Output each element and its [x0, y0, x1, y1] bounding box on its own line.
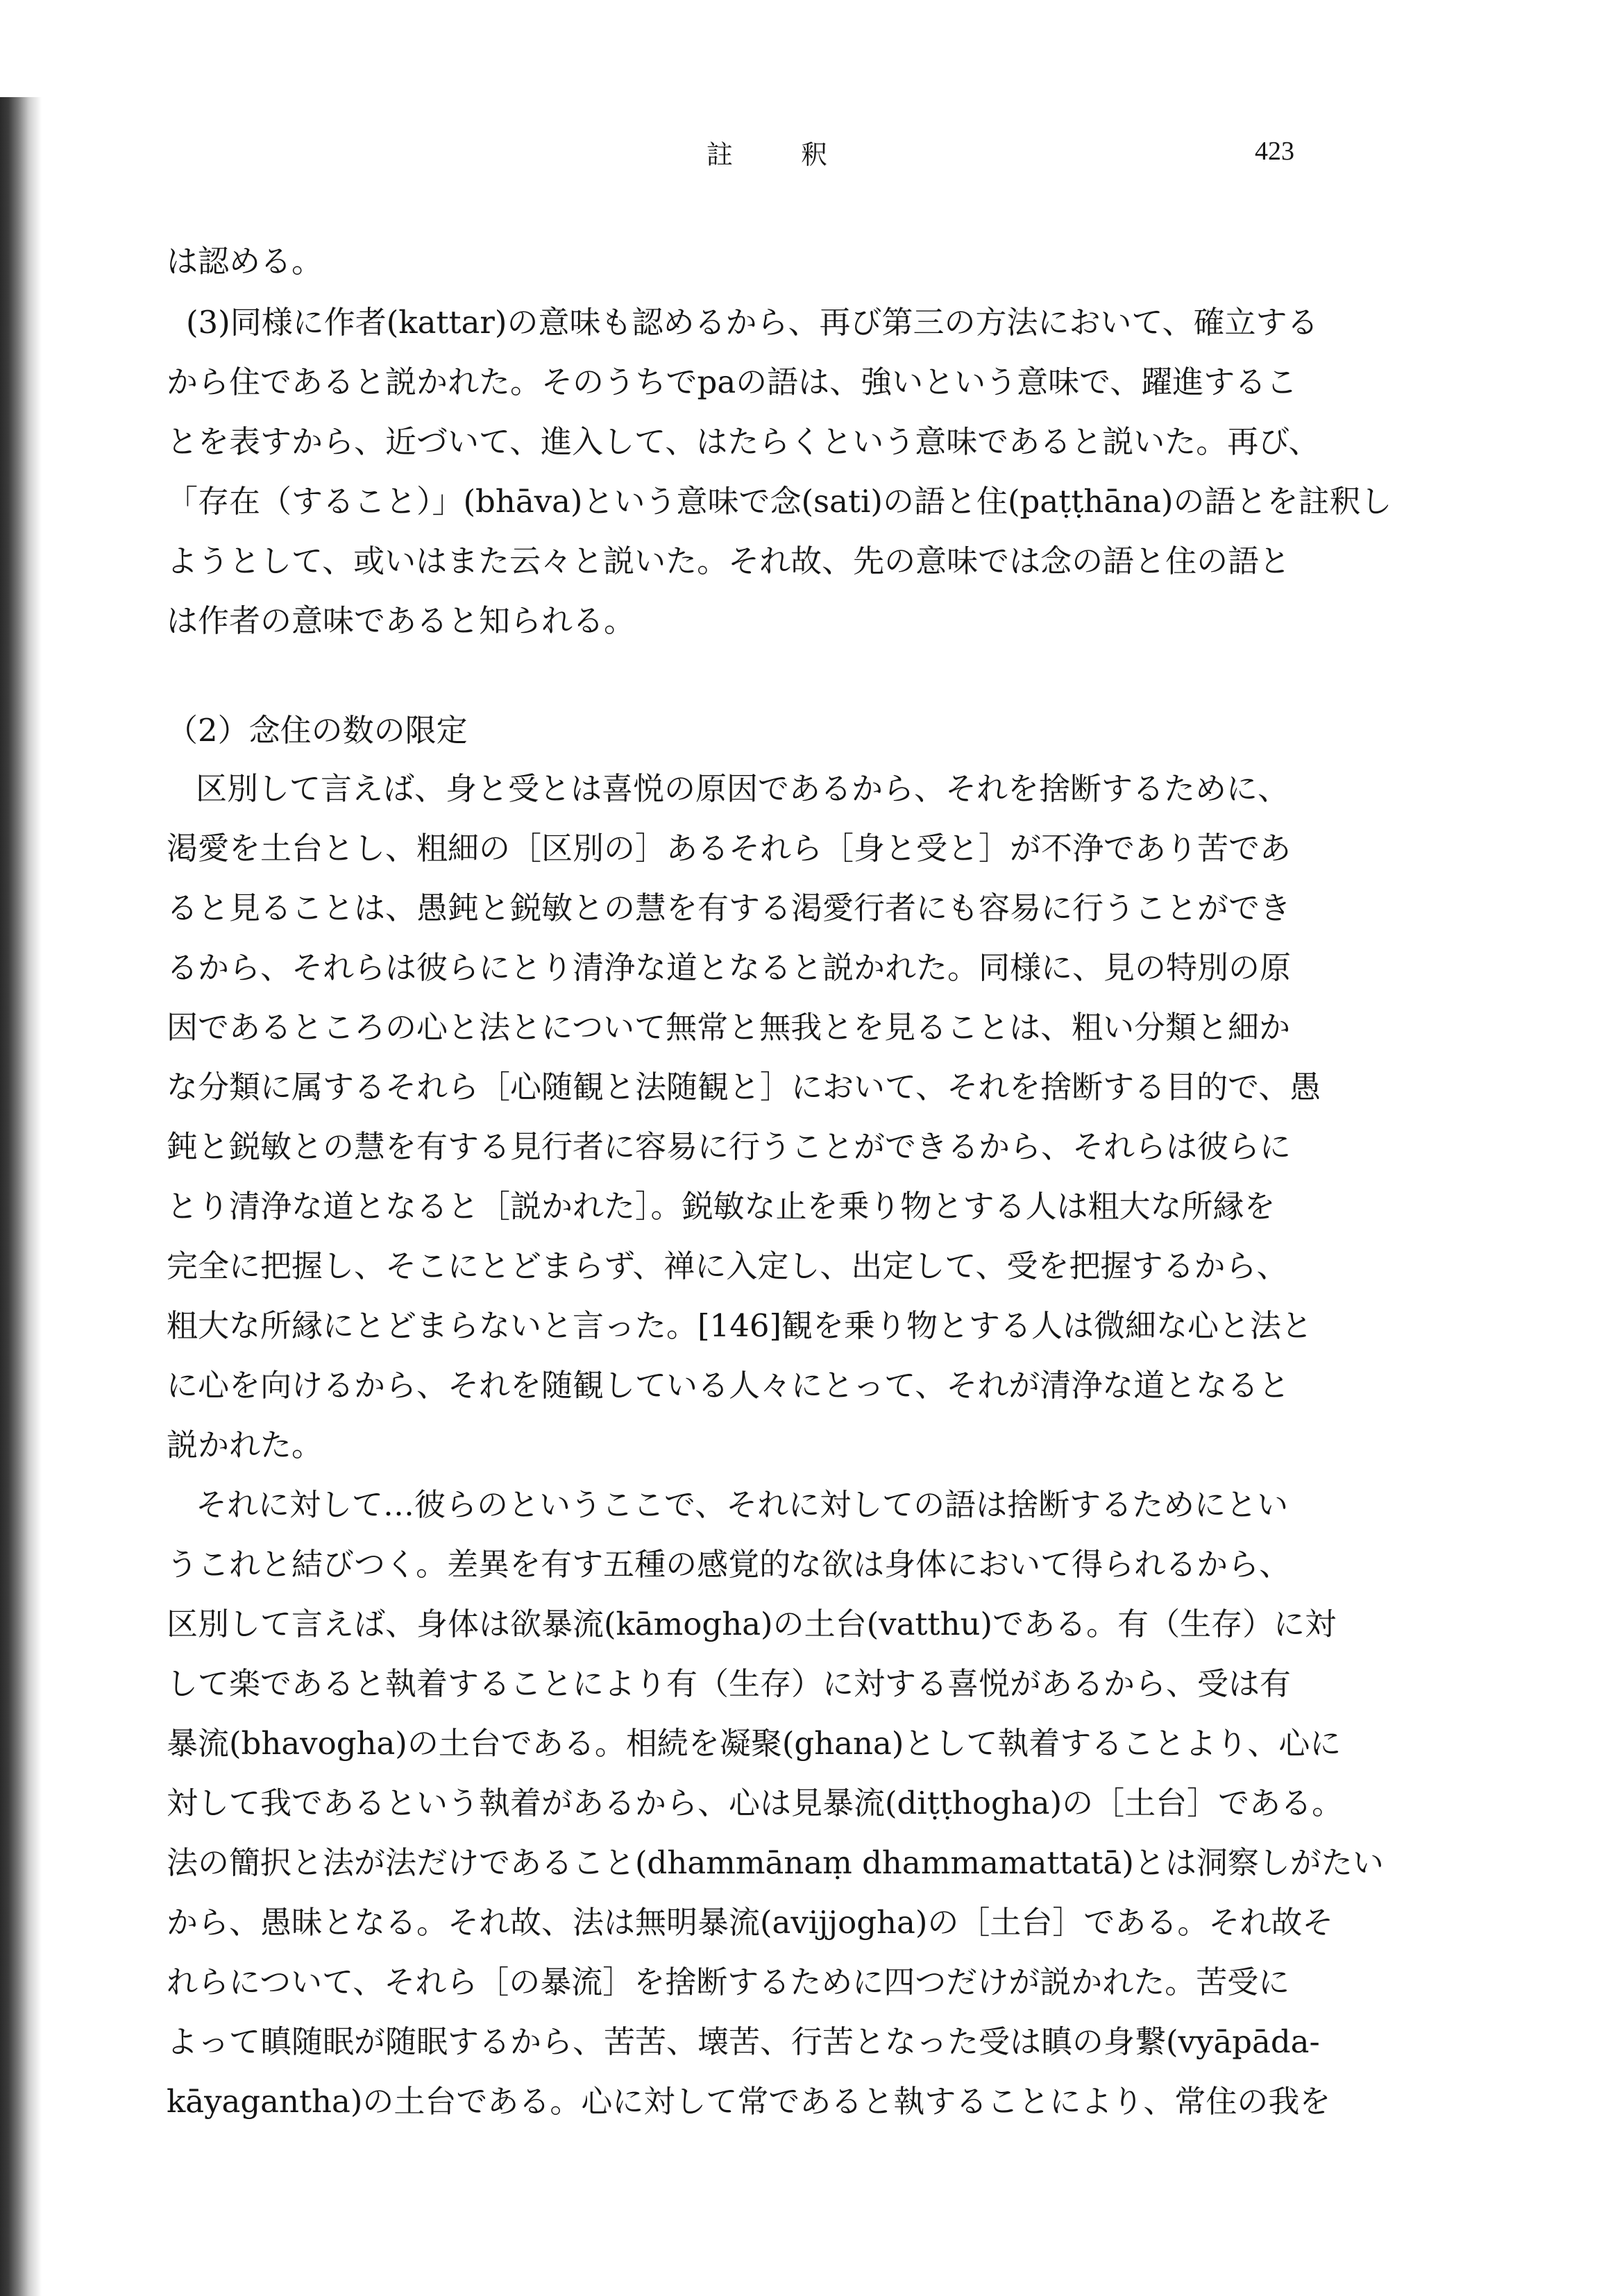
- body-line: から住であると説かれた。そのうちでpaの語は、強いという意味で、躍進するこ: [167, 364, 1298, 400]
- body-line: 区別して言えば、身と受とは喜悦の原因であるから、それを捨断するために、: [196, 770, 1289, 807]
- body-line: 区別して言えば、身体は欲暴流(kāmogha)の土台(vatthu)である。有（生存）に対: [167, 1606, 1337, 1642]
- body-line: 粗大な所縁にとどまらないと言った。[146]観を乗り物とする人は微細な心と法と: [167, 1307, 1313, 1344]
- body-line: 完全に把握し、そこにとどまらず、禅に入定し、出定して、受を把握するから、: [167, 1248, 1288, 1284]
- body-line: ると見ることは、愚鈍と鋭敏との慧を有する渇愛行者にも容易に行うことができ: [167, 890, 1292, 926]
- body-line: 法の簡択と法が法だけであること(dhammānaṃ dhammamattatā)とは洞察しがたい: [167, 1844, 1384, 1881]
- body-line: に心を向けるから、それを随観している人々にとって、それが清浄な道となると: [167, 1367, 1290, 1404]
- body-line: は認める。: [167, 243, 323, 280]
- body-line: な分類に属するそれら［心随観と法随観と］において、それを捨断する目的で、愚: [167, 1069, 1321, 1105]
- body-line: るから、それらは彼らにとり清浄な道となると説かれた。同様に、見の特別の原: [167, 949, 1292, 986]
- body-line: から、愚昧となる。それ故、法は無明暴流(avijjogha)の［土台］である。それ故そ: [167, 1904, 1334, 1941]
- body-line: よって瞋随眠が随眠するから、苦苦、壊苦、行苦となった受は瞋の身繋(vyāpāda-: [167, 2023, 1320, 2060]
- body-line: 「存在（すること）」(bhāva)という意味で念(sati)の語と住(paṭṭhāna)の語とを註釈し: [167, 483, 1392, 520]
- body-line: 説かれた。: [167, 1427, 323, 1463]
- body-line: 因であるところの心と法とについて無常と無我とを見ることは、粗い分類と細か: [167, 1009, 1291, 1046]
- body-line: 対して我であるという執着があるから、心は見暴流(diṭṭhogha)の［土台］である。: [167, 1785, 1344, 1821]
- scan-shadow-edge: [0, 97, 42, 2296]
- body-line: ようとして、或いはまた云々と説いた。それ故、先の意味では念の語と住の語と: [167, 543, 1291, 579]
- body-line: 渇愛を土台とし、粗細の［区別の］あるそれら［身と受と］が不浄であり苦であ: [167, 830, 1292, 867]
- body-line: 鈍と鋭敏との慧を有する見行者に容易に行うことができるから、それらは彼らに: [167, 1128, 1292, 1165]
- body-line: kāyagantha)の土台である。心に対して常であると執することにより、常住の我を: [167, 2083, 1331, 2120]
- body-line: (3)同様に作者(kattar)の意味も認めるから、再び第三の方法において、確立する: [186, 304, 1319, 341]
- body-line: は作者の意味であると知られる。: [167, 602, 636, 639]
- body-line: とり清浄な道となると［説かれた］。鋭敏な止を乗り物とする人は粗大な所縁を: [167, 1188, 1276, 1225]
- body-line: れらについて、それら［の暴流］を捨断するために四つだけが説かれた。苦受に: [167, 1964, 1290, 2000]
- section-heading: （2）念住の数の限定: [167, 712, 468, 749]
- running-title: 註 釈: [707, 139, 849, 170]
- body-line: それに対して…彼らのというここで、それに対しての語は捨断するためにとい: [196, 1486, 1289, 1523]
- body-line: とを表すから、近づいて、進入して、はたらくという意味であると説いた。再び、: [167, 423, 1320, 460]
- body-line: して楽であると執着することにより有（生存）に対する喜悦があるから、受は有: [167, 1665, 1292, 1702]
- page-number: 423: [1255, 137, 1294, 166]
- body-line: うこれと結びつく。差異を有す五種の感覚的な欲は身体において得られるから、: [167, 1546, 1291, 1583]
- body-line: 暴流(bhavogha)の土台である。相続を凝聚(ghana)として執着することより、心に: [167, 1725, 1342, 1762]
